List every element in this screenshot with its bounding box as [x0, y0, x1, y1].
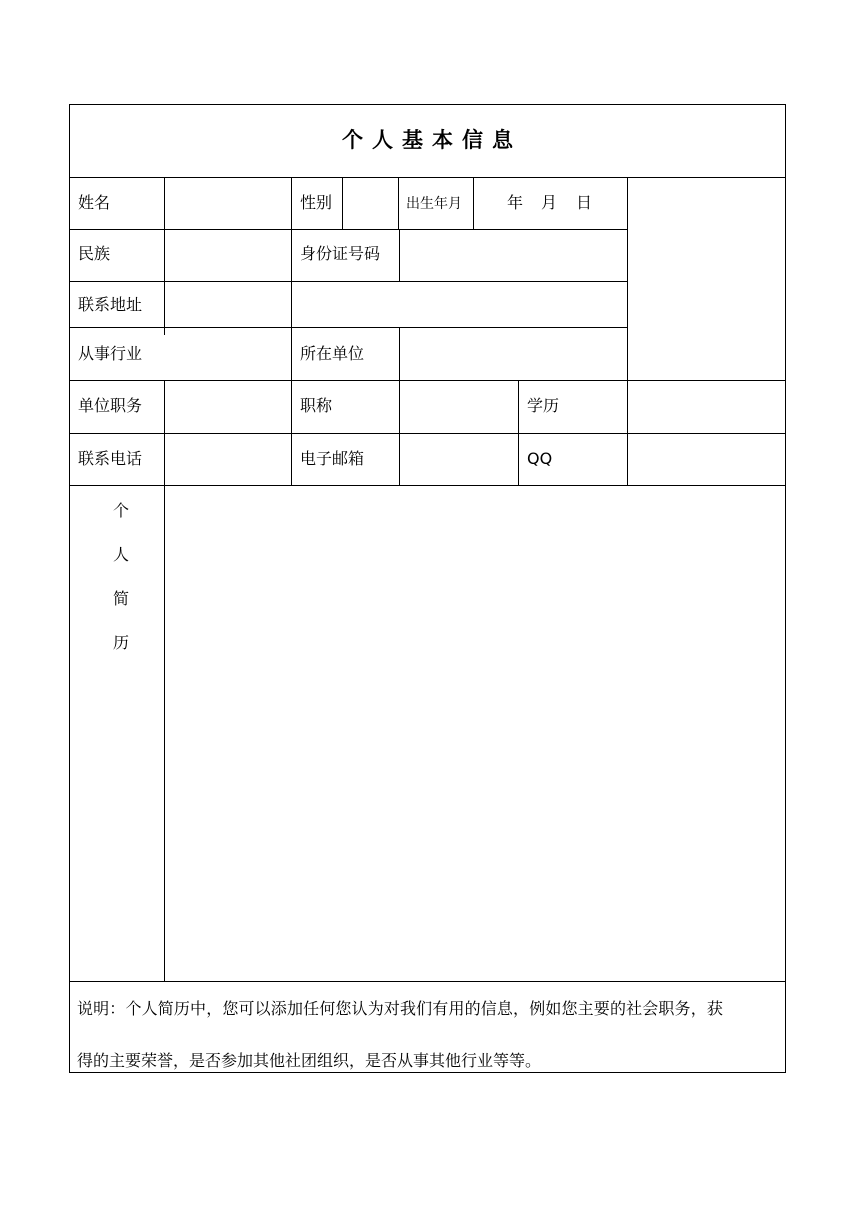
employer-field[interactable] — [400, 328, 627, 380]
note-line: 得的主要荣誉，是否参加其他社团组织，是否从事其他行业等等。 — [77, 1051, 542, 1070]
education-label: 学历 — [527, 396, 560, 415]
address-label: 联系地址 — [78, 295, 143, 314]
employer-label: 所在单位 — [300, 344, 365, 363]
birth-day-label: 日 — [576, 193, 593, 212]
industry-field[interactable] — [165, 328, 291, 380]
ethnicity-label: 民族 — [78, 244, 111, 263]
resume-label — [109, 501, 133, 677]
email-field[interactable] — [400, 434, 518, 485]
id-number-label: 身份证号码 — [300, 244, 381, 263]
address-field[interactable] — [165, 282, 627, 327]
education-field[interactable] — [628, 381, 785, 433]
birth-month-label: 月 — [541, 193, 558, 212]
divider — [398, 177, 399, 230]
email-label: 电子邮箱 — [300, 449, 365, 468]
id-number-field[interactable] — [400, 230, 627, 281]
ethnicity-field[interactable] — [165, 230, 291, 281]
position-field[interactable] — [165, 381, 291, 433]
job-title-label: 职称 — [300, 396, 333, 415]
position-label: 单位职务 — [78, 396, 143, 415]
note-text — [77, 996, 783, 1074]
industry-label: 从事行业 — [78, 344, 143, 363]
birth-year-label: 年 — [507, 193, 524, 212]
name-field[interactable] — [165, 178, 291, 229]
gender-label: 性别 — [300, 193, 333, 212]
resume-label-char: 简 — [112, 589, 129, 608]
border-left — [69, 104, 70, 1073]
phone-field[interactable] — [165, 434, 291, 485]
qq-field[interactable] — [628, 434, 785, 485]
resume-label-char: 历 — [112, 633, 129, 652]
photo-area[interactable] — [628, 178, 785, 380]
name-label: 姓名 — [78, 193, 111, 212]
border-top — [69, 104, 786, 105]
divider — [291, 177, 292, 230]
divider — [291, 229, 292, 282]
note-line: 说明：个人简历中，您可以添加任何您认为对我们有用的信息，例如您主要的社会职务，获 — [77, 999, 724, 1018]
birth-label: 出生年月 — [406, 196, 462, 212]
divider — [69, 981, 786, 982]
border-right — [785, 104, 786, 1073]
personal-info-form — [69, 104, 786, 1073]
phone-label: 联系电话 — [78, 449, 143, 468]
resume-field[interactable] — [165, 486, 785, 981]
form-title: 个人基本信息 — [342, 128, 522, 152]
resume-label-char: 个 — [112, 501, 129, 520]
job-title-field[interactable] — [400, 381, 518, 433]
gender-field[interactable] — [343, 178, 398, 229]
qq-label: QQ — [527, 449, 553, 468]
resume-label-char: 人 — [112, 545, 129, 564]
divider — [518, 380, 519, 486]
